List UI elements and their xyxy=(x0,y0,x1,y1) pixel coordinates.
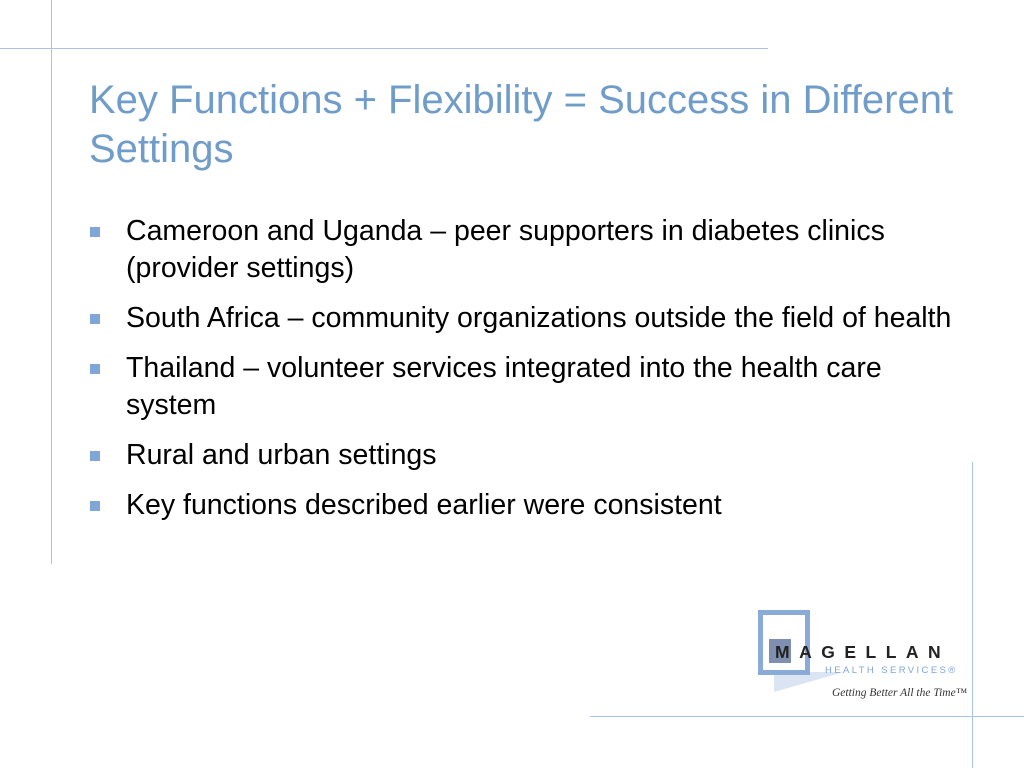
square-bullet-icon xyxy=(90,227,100,237)
magellan-logo xyxy=(758,610,967,705)
bullet-text: Cameroon and Uganda – peer supporters in diabetes clinics (provider settings) xyxy=(126,215,885,284)
right-vertical-rule xyxy=(972,462,973,768)
square-bullet-icon xyxy=(90,501,100,511)
slide-title: Key Functions + Flexibility = Success in Different Settings xyxy=(89,78,954,171)
logo-tagline: Getting Better All the Time™ xyxy=(832,687,967,699)
list-item xyxy=(88,437,958,474)
square-bullet-icon xyxy=(90,451,100,461)
bullet-text: Thailand – volunteer services integrated into the health care system xyxy=(126,352,882,421)
list-item xyxy=(88,487,958,524)
bullet-list xyxy=(88,213,958,537)
bullet-text: South Africa – community organizations outside the field of health xyxy=(126,302,952,334)
bottom-horizontal-rule xyxy=(590,716,1024,717)
list-item xyxy=(88,300,958,337)
square-bullet-icon xyxy=(90,314,100,324)
list-item xyxy=(88,213,958,287)
square-bullet-icon xyxy=(90,364,100,374)
left-vertical-rule xyxy=(51,0,52,564)
bullet-text: Key functions described earlier were consistent xyxy=(126,489,722,521)
bullet-text: Rural and urban settings xyxy=(126,439,437,471)
logo-subtitle: HEALTH SERVICES® xyxy=(825,665,958,676)
logo-wordmark: MAGELLAN xyxy=(775,642,951,662)
list-item xyxy=(88,350,958,424)
top-horizontal-rule xyxy=(0,48,768,49)
